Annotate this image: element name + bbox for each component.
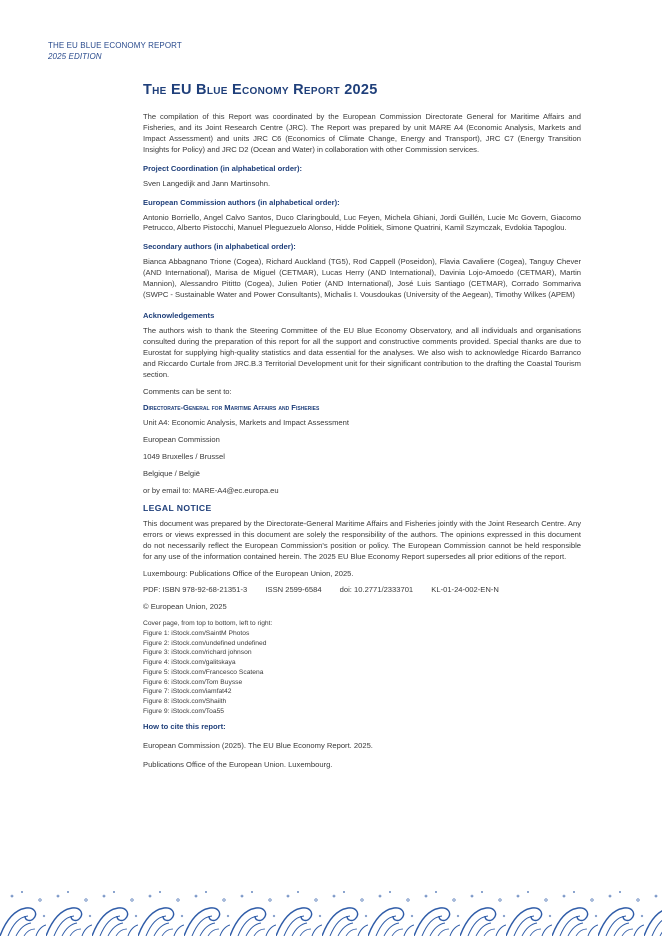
copyright-line: © European Union, 2025 [143,602,227,612]
cite-heading: How to cite this report: [143,722,226,732]
cite-line-1: European Commission (2025). The EU Blue Economy Report. 2025. [143,741,373,751]
catalogue-number: KL-01-24-002-EN-N [431,585,499,595]
image-credits [143,619,581,716]
running-header [48,40,182,62]
address-country: Belgique / België [143,469,200,479]
dg-name: Directorate-General for Maritime Affairs and Fisheries [143,403,320,413]
credit-line: Cover page, from top to bottom, left to right: [143,620,273,628]
credit-line: Figure 6: iStock.com/Tom Buysse [143,678,243,686]
header-line-1: THE EU BLUE ECONOMY REPORT [48,41,182,50]
address-email[interactable]: or by email to: MARE-A4@ec.europa.eu [143,486,279,496]
colophon [143,82,581,771]
legal-notice-heading: LEGAL NOTICE [143,502,212,513]
credit-line: Figure 8: iStock.com/Shaiith [143,697,227,705]
legal-notice-text: This document was prepared by the Directorate-General Maritime Affairs and Fisheries jointly with the Joint Research Centre. Any errors or views expressed in this document are solely the responsibility of the authors. The opinions expressed in this document do not necessarily reflect the European Commission's position or policy. The European Commission cannot be held responsible for any use of the information contained herein. The 2025 EU Blue Economy Report supersedes all prior editions of the report. [143,518,581,561]
ec-authors-heading: European Commission authors (in alphabetical order): [143,197,340,207]
wave-pattern-decoration [0,886,662,936]
intro-paragraph: The compilation of this Report was coordinated by the European Commission Directorate General for Maritime Affairs and Fisheries, and its Joint Research Centre (JRC). The Report was prepared by unit MARE A4 (Economic Analysis, Markets and Impact Assessment) and units JRC C6 (Economics of Climate Change, Energy and Transport), JRC C7 (Energy Transition Insights for Policy) and JRC D2 (Ocean and Water) in collaboration with other Commission services. [143,112,581,154]
secondary-authors-heading: Secondary authors (in alphabetical order): [143,242,296,252]
credit-line: Figure 3: iStock.com/richard johnson [143,649,252,657]
publisher-line: Luxembourg: Publications Office of the European Union, 2025. [143,568,354,578]
isbn-line [143,585,581,596]
credit-line: Figure 9: iStock.com/Toa55 [143,707,225,715]
issn: ISSN 2599-6584 [265,585,322,595]
ec-authors-text: Antonio Borriello, Angel Calvo Santos, Duco Claringbould, Luc Feyen, Michela Ghiani, Jordi Guillén, Lucie Mc Govern, Giacomo Petrucco, Alberto Pistocchi, Manuel Pleguezuelo Alonso, Hidde Politiek, Simone Quatrini, Kamil Szymczak, Evdokia Tapoglou. [143,212,581,233]
secondary-authors-text: Bianca Abbagnano Trione (Cogea), Richard Auckland (TG5), Rod Cappell (Poseidon), Flavia Cavaliere (Cogea), Tanguy Chever (AND International), Marisa de Miguel (CETMAR), Lucas Herry (AND International), Davinia Lojo-Amoedo (CETMAR), Martin Mannion), Alessandro Pititto (Cogea), Julien Potier (AND International), José Luis Santiago (CETMAR), Corrado Sommariva (SWPC - Sustainable Water and Power Consultants), Michalis I. Vousdoukas (University of the Aegean), Timothy Wilkes (APEM) [143,257,581,300]
cite-line-2: Publications Office of the European Union. Luxembourg. [143,760,333,770]
credit-line: Figure 4: iStock.com/galitskaya [143,659,236,667]
header-edition: 2025 EDITION [48,52,102,61]
isbn: PDF: ISBN 978-92-68-21351-3 [143,585,248,595]
credit-line: Figure 1: iStock.com/SaintM Photos [143,629,250,637]
address-unit: Unit A4: Economic Analysis, Markets and Impact Assessment [143,418,349,428]
credit-line: Figure 2: iStock.com/undefined undefined [143,639,267,647]
address-org: European Commission [143,435,220,445]
coordination-heading: Project Coordination (in alphabetical order): [143,163,303,173]
address-city: 1049 Bruxelles / Brussel [143,452,225,462]
credit-line: Figure 5: iStock.com/Francesco Scatena [143,668,264,676]
credit-line: Figure 7: iStock.com/iamfat42 [143,688,232,696]
comments-line: Comments can be sent to: [143,386,232,396]
acknowledgements-text: The authors wish to thank the Steering Committee of the EU Blue Economy Observatory, and all individuals and organisations consulted during the preparation of this report for all the support and constructive comments provided. Special thanks are due to Eurostat for supplying high-quality statistics and data essential for the analyses. We also wish to acknowledge Ricardo Barranco and Riccardo Curtale from JRC.B.3 Territorial Development unit for their significant contribution to the drafting the Coastal Tourism section. [143,325,581,379]
coordination-text: Sven Langedijk and Jann Martinsohn. [143,178,271,188]
doi: doi: 10.2771/2333701 [339,585,414,595]
page-title: The EU Blue Economy Report 2025 [143,82,378,98]
acknowledgements-heading: Acknowledgements [143,310,215,320]
